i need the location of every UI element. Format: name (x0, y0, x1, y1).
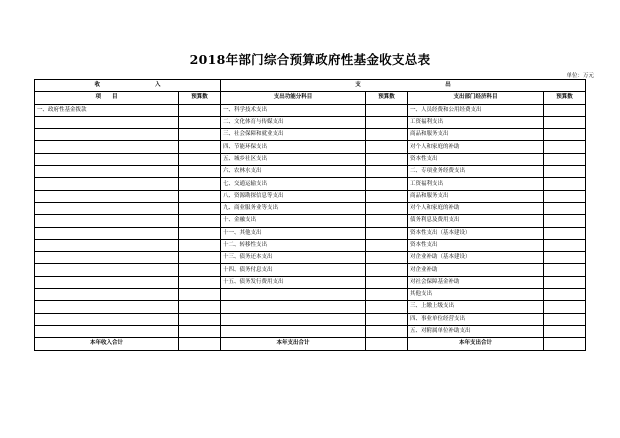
economic-budget-cell (544, 129, 586, 141)
functional-subject-cell: 一、科学技术支出 (221, 104, 366, 116)
table-row (35, 289, 586, 301)
expense-group-char-2: 出 (445, 82, 451, 89)
income-item-cell (35, 215, 179, 227)
income-budget-cell (179, 104, 221, 116)
income-item-cell: 一、政府性基金拨款 (35, 104, 179, 116)
functional-budget-cell (366, 252, 408, 264)
table-row (35, 166, 586, 178)
functional-total-value (366, 338, 408, 350)
economic-subject-cell: 其他支出 (408, 289, 544, 301)
income-item-cell (35, 166, 179, 178)
economic-subject-cell: 资本性支出 (408, 239, 544, 251)
table-row (35, 202, 586, 214)
income-budget-cell (179, 313, 221, 325)
income-budget-header: 预算数 (179, 92, 221, 104)
functional-subject-cell: 二、文化体育与传媒支出 (221, 116, 366, 128)
economic-budget-cell (544, 215, 586, 227)
table-row (35, 264, 586, 276)
income-budget-cell (179, 153, 221, 165)
economic-total-value (544, 338, 586, 350)
functional-budget-header: 预算数 (366, 92, 408, 104)
economic-subject-cell: 对企业补助（基本建设） (408, 252, 544, 264)
income-budget-cell (179, 116, 221, 128)
functional-budget-cell (366, 141, 408, 153)
income-total-value (179, 338, 221, 350)
income-budget-cell (179, 215, 221, 227)
economic-subject-cell: 五、对附属单位补助支出 (408, 325, 544, 337)
functional-budget-cell (366, 202, 408, 214)
functional-subject-cell: 十一、其他支出 (221, 227, 366, 239)
economic-subject-cell: 二、专项业务经费支出 (408, 166, 544, 178)
income-item-cell (35, 129, 179, 141)
economic-budget-cell (544, 190, 586, 202)
economic-budget-cell (544, 239, 586, 251)
income-group-header (35, 80, 221, 92)
functional-budget-cell (366, 116, 408, 128)
table-row (35, 313, 586, 325)
totals-row (35, 338, 586, 350)
table-row (35, 276, 586, 288)
income-budget-cell (179, 276, 221, 288)
income-budget-cell (179, 252, 221, 264)
functional-subject-cell: 十、金融支出 (221, 215, 366, 227)
income-budget-cell (179, 289, 221, 301)
functional-budget-cell (366, 215, 408, 227)
income-item-cell (35, 153, 179, 165)
functional-subject-cell: 十三、债务还本支出 (221, 252, 366, 264)
economic-total-label: 本年支出合计 (408, 338, 544, 350)
economic-budget-cell (544, 166, 586, 178)
income-budget-cell (179, 264, 221, 276)
functional-subject-cell (221, 325, 366, 337)
income-budget-cell (179, 190, 221, 202)
income-item-cell (35, 252, 179, 264)
expense-group-char-1: 支 (355, 82, 361, 89)
income-budget-cell (179, 301, 221, 313)
economic-budget-cell (544, 276, 586, 288)
economic-subject-cell: 工资福利支出 (408, 116, 544, 128)
income-item-cell (35, 276, 179, 288)
income-item-cell (35, 178, 179, 190)
functional-subject-cell (221, 313, 366, 325)
economic-subject-cell: 一、人员经费和公用经费支出 (408, 104, 544, 116)
functional-subject-cell: 四、节能环保支出 (221, 141, 366, 153)
income-item-cell (35, 325, 179, 337)
economic-subject-cell: 对个人和家庭的补助 (408, 202, 544, 214)
income-budget-cell (179, 325, 221, 337)
functional-budget-cell (366, 104, 408, 116)
table-row (35, 104, 586, 116)
income-item-cell (35, 202, 179, 214)
economic-subject-cell: 资本性支出（基本建设） (408, 227, 544, 239)
economic-subject-cell: 对个人和家庭的补助 (408, 141, 544, 153)
economic-subject-cell: 对社会保障基金补助 (408, 276, 544, 288)
income-budget-cell (179, 129, 221, 141)
table-row (35, 239, 586, 251)
table-row (35, 129, 586, 141)
economic-subject-cell: 对企业补助 (408, 264, 544, 276)
table-row (35, 301, 586, 313)
economic-budget-cell (544, 141, 586, 153)
income-budget-cell (179, 227, 221, 239)
functional-subject-cell: 八、资源勘探信息等支出 (221, 190, 366, 202)
functional-subject-header: 支出功能分科目 (221, 92, 366, 104)
functional-subject-cell: 三、社会保障和就业支出 (221, 129, 366, 141)
economic-budget-cell (544, 325, 586, 337)
income-total-label: 本年收入合计 (35, 338, 179, 350)
functional-subject-cell: 十五、债务发行费用支出 (221, 276, 366, 288)
economic-budget-cell (544, 202, 586, 214)
economic-subject-cell: 商品和服务支出 (408, 129, 544, 141)
economic-budget-cell (544, 301, 586, 313)
functional-subject-cell: 十四、债务付息支出 (221, 264, 366, 276)
functional-subject-cell: 六、农林水支出 (221, 166, 366, 178)
income-budget-cell (179, 178, 221, 190)
functional-budget-cell (366, 166, 408, 178)
income-item-cell (35, 227, 179, 239)
functional-budget-cell (366, 153, 408, 165)
income-item-cell (35, 313, 179, 325)
functional-budget-cell (366, 227, 408, 239)
economic-subject-cell: 商品和服务支出 (408, 190, 544, 202)
income-budget-cell (179, 141, 221, 153)
functional-total-label: 本年支出合计 (221, 338, 366, 350)
income-item-cell (35, 264, 179, 276)
table-row (35, 227, 586, 239)
functional-budget-cell (366, 264, 408, 276)
income-budget-cell (179, 166, 221, 178)
income-item-cell (35, 116, 179, 128)
economic-budget-cell (544, 252, 586, 264)
table-row (35, 178, 586, 190)
income-item-cell (35, 289, 179, 301)
economic-subject-cell: 三、上缴上级支出 (408, 301, 544, 313)
functional-budget-cell (366, 313, 408, 325)
economic-budget-cell (544, 178, 586, 190)
income-item-cell (35, 239, 179, 251)
functional-subject-cell: 九、商业服务业等支出 (221, 202, 366, 214)
economic-budget-cell (544, 313, 586, 325)
table-row (35, 116, 586, 128)
table-row (35, 325, 586, 337)
table-row (35, 141, 586, 153)
income-budget-cell (179, 202, 221, 214)
functional-budget-cell (366, 239, 408, 251)
economic-budget-header: 预算数 (544, 92, 586, 104)
economic-budget-cell (544, 264, 586, 276)
functional-budget-cell (366, 301, 408, 313)
economic-budget-cell (544, 104, 586, 116)
expense-group-header (221, 80, 586, 92)
income-item-cell (35, 141, 179, 153)
table-row (35, 190, 586, 202)
income-group-char-2: 入 (154, 82, 161, 89)
income-budget-cell (179, 239, 221, 251)
budget-table (34, 79, 586, 351)
economic-budget-cell (544, 116, 586, 128)
functional-subject-cell: 十二、转移性支出 (221, 239, 366, 251)
functional-budget-cell (366, 190, 408, 202)
economic-subject-cell: 工资福利支出 (408, 178, 544, 190)
functional-budget-cell (366, 289, 408, 301)
economic-budget-cell (544, 289, 586, 301)
income-item-cell (35, 301, 179, 313)
functional-budget-cell (366, 276, 408, 288)
functional-budget-cell (366, 178, 408, 190)
table-row (35, 252, 586, 264)
table-row (35, 215, 586, 227)
economic-subject-cell: 资本性支出 (408, 153, 544, 165)
functional-subject-cell (221, 301, 366, 313)
income-item-header: 项 目 (35, 92, 179, 104)
economic-subject-cell: 四、事业单位经营支出 (408, 313, 544, 325)
economic-budget-cell (544, 153, 586, 165)
functional-subject-cell: 七、交通运输支出 (221, 178, 366, 190)
unit-label: 单位：万元 (566, 73, 594, 79)
page-title: 2018年部门综合预算政府性基金收支总表 (189, 52, 431, 67)
economic-budget-cell (544, 227, 586, 239)
economic-subject-cell: 债务利息及费用支出 (408, 215, 544, 227)
functional-subject-cell: 五、城乡社区支出 (221, 153, 366, 165)
header-row-columns (35, 92, 586, 104)
income-item-cell (35, 190, 179, 202)
header-row-group (35, 80, 586, 92)
functional-budget-cell (366, 129, 408, 141)
income-group-char-1: 收 (94, 82, 100, 89)
functional-subject-cell (221, 289, 366, 301)
functional-budget-cell (366, 325, 408, 337)
table-row (35, 153, 586, 165)
economic-subject-header: 支出部门经济科目 (408, 92, 544, 104)
